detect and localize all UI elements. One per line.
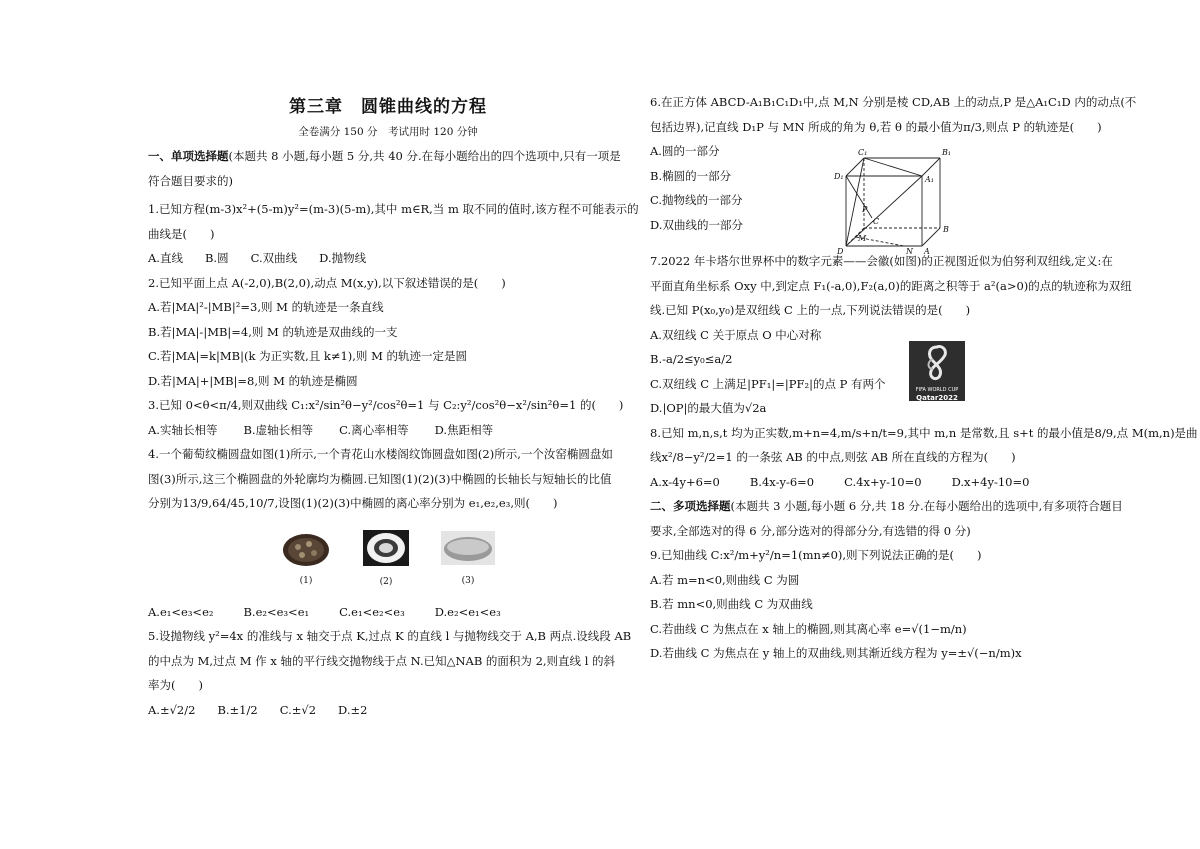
- q4-photo-1-label: (1): [299, 575, 313, 586]
- q6-line1: 6.在正方体 ABCD-A₁B₁C₁D₁中,点 M,N 分别是棱 CD,AB 上的动点,P 是△A₁C₁D 内的动点(不: [650, 95, 1137, 109]
- q6-option-b: B.椭圆的一部分: [650, 168, 732, 183]
- cube-label-m: M: [858, 234, 867, 243]
- q8-line2: 线x²/8−y²/2=1 的一条弦 AB 的中点,则弦 AB 所在直线的方程为( ): [650, 450, 1016, 464]
- q9-option-a: A.若 m=n<0,则曲线 C 为圆: [650, 572, 800, 587]
- section1-note-1: (本题共 8 小题,每小题 5 分,共 40 分.在每小题给出的四个选项中,只有一项是: [228, 149, 621, 163]
- q1-option-a: A.直线: [148, 251, 183, 265]
- q7-option-a: A.双纽线 C 关于原点 O 中心对称: [650, 327, 822, 342]
- q6-line2: 包括边界),记直线 D₁P 与 MN 所成的角为 θ,若 θ 的最小值为π/3,则点 P 的轨迹是( ): [650, 119, 1102, 134]
- q1-option-d: D.抛物线: [319, 251, 367, 265]
- q3-line1: 3.已知 0<θ<π/4,则双曲线 C₁:x²/sin²θ−y²/cos²θ=1 与 C₂:y²/cos²θ−x²/sin²θ=1 的( ): [148, 398, 624, 412]
- q4-options: [148, 600, 628, 625]
- q7-line1: 7.2022 年卡塔尔世界杯中的数字元素——会徽(如图)的正视图近似为伯努利双纽线,定义:在: [650, 254, 1113, 268]
- q9-line1: 9.已知曲线 C:x²/m+y²/n=1(mn≠0),则下列说法正确的是( ): [650, 548, 982, 562]
- q5-options: [148, 698, 628, 723]
- cube-label-n: N: [906, 247, 913, 256]
- cube-label-d1: D₁: [834, 172, 844, 181]
- q8-line1: 8.已知 m,n,s,t 均为正实数,m+n=4,m/s+n/t=9,其中 m,n 是常数,且 s+t 的最小值是8/9,点 M(m,n)是曲: [650, 425, 1198, 440]
- world-cup-logo: [909, 341, 965, 401]
- section2-note-2: 要求,全部选对的得 6 分,部分选对的得部分分,有选错的得 0 分): [650, 523, 971, 538]
- cube-label-c: C: [873, 217, 880, 226]
- q7-option-d: D.|OP|的最大值为√2a: [650, 401, 767, 415]
- exam-subtitle: 全卷满分 150 分 考试用时 120 分钟: [298, 126, 478, 138]
- q8-option-a: A.x-4y+6=0: [650, 474, 720, 489]
- q9-option-c: C.若曲线 C 为焦点在 x 轴上的椭圆,则其离心率 e=√(1−m/n): [650, 621, 967, 636]
- q4-photo-2: [363, 530, 409, 588]
- q4-photo-1: [281, 531, 331, 587]
- q7-option-c: C.双纽线 C 上满足|PF₁|=|PF₂|的点 P 有两个: [650, 376, 886, 391]
- q8-option-c: C.4x+y-10=0: [844, 474, 922, 489]
- q3-option-a: A.实轴长相等: [148, 422, 218, 437]
- q5-line1: 5.设抛物线 y²=4x 的准线与 x 轴交于点 K,过点 K 的直线 l 与抛物线交于 A,B 两点.设线段 AB: [148, 629, 632, 643]
- q8-options: [650, 470, 1130, 495]
- q6-option-c: C.抛物线的一部分: [650, 193, 743, 207]
- q4-photos: [148, 520, 628, 598]
- q4-option-d: D.e₂<e₁<e₃: [434, 604, 501, 619]
- q4-line1: 4.一个葡萄纹椭圆盘如图(1)所示,一个青花山水楼阁纹饰圆盘如图(2)所示,一个汝窑椭圆盘如: [148, 447, 613, 461]
- cube-label-a: A: [924, 247, 930, 256]
- cube-label-d: D: [837, 247, 844, 256]
- q5-option-c: C.±√2: [279, 702, 317, 717]
- blue-white-plate-image: [363, 530, 409, 576]
- q3-option-d: D.焦距相等: [434, 422, 494, 437]
- cube-label-c1: C₁: [858, 148, 868, 157]
- q4-line2: 图(3)所示,这三个椭圆盘的外轮廓均为椭圆.已知图(1)(2)(3)中椭圆的长轴长与短轴长的比值: [148, 471, 612, 486]
- q2-option-a: A.若|MA|²-|MB|²=3,则 M 的轨迹是一条直线: [148, 300, 384, 314]
- q4-option-b: B.e₂<e₃<e₁: [243, 604, 310, 619]
- logo-text-1: FIFA WORLD CUP: [915, 387, 959, 393]
- q2-line1: 2.已知平面上点 A(-2,0),B(2,0),动点 M(x,y),以下叙述错误的是( ): [148, 275, 506, 290]
- q7-option-b: B.-a/2≤y₀≤a/2: [650, 352, 733, 366]
- q2-option-c: C.若|MA|=k|MB|(k 为正实数,且 k≠1),则 M 的轨迹一定是圆: [148, 349, 468, 363]
- cube-label-b1: B₁: [942, 148, 952, 157]
- q6-option-d: D.双曲线的一部分: [650, 217, 743, 232]
- logo-text-2: Qatar2022: [916, 394, 958, 402]
- q4-option-c: C.e₁<e₂<e₃: [339, 604, 405, 619]
- q5-option-a: A.±√2/2: [148, 702, 196, 717]
- q5-line2: 的中点为 M,过点 M 作 x 轴的平行线交抛物线于点 N.已知△NAB 的面积为 2,则直线 l 的斜: [148, 653, 616, 668]
- q7-line3: 线.已知 P(x₀,y₀)是双纽线 C 上的一点,下列说法错误的是( ): [650, 303, 971, 317]
- section2-intro: [650, 494, 1130, 519]
- grape-plate-image: [281, 531, 331, 575]
- q2-option-d: D.若|MA|+|MB|=8,则 M 的轨迹是椭圆: [148, 373, 358, 388]
- section2-note-1: (本题共 3 小题,每小题 6 分,共 18 分.在每小题给出的选项中,有多项符合题目: [730, 499, 1123, 513]
- q1-line1: 1.已知方程(m-3)x²+(5-m)y²=(m-3)(5-m),其中 m∈R,当 m 取不同的值时,该方程不可能表示的: [148, 202, 639, 216]
- left-column: [148, 90, 639, 722]
- q9-option-b: B.若 mn<0,则曲线 C 为双曲线: [650, 597, 813, 611]
- section1-intro: [148, 144, 628, 169]
- q3-options: [148, 418, 628, 443]
- q3-option-b: B.虚轴长相等: [243, 422, 314, 437]
- q1-option-c: C.双曲线: [250, 251, 298, 265]
- ru-kiln-plate-image: [441, 531, 495, 575]
- q8-option-b: B.4x-y-6=0: [749, 474, 815, 489]
- q9-option-d: D.若曲线 C 为焦点在 y 轴上的双曲线,则其渐近线方程为 y=±√(−n/m)x: [650, 646, 1022, 660]
- q5-option-b: B.±1/2: [217, 702, 258, 717]
- section1-heading: 一、单项选择题: [148, 149, 229, 163]
- q1-line2: 曲线是( ): [148, 226, 215, 241]
- section1-note-2: 符合题目要求的): [148, 173, 233, 188]
- q4-option-a: A.e₁<e₃<e₂: [148, 604, 214, 619]
- chapter-title: 第三章 圆锥曲线的方程: [289, 97, 487, 117]
- q4-line3: 分别为13/9,64/45,10/7,设图(1)(2)(3)中椭圆的离心率分别为 e₁,e₂,e₃,则( ): [148, 496, 558, 510]
- q5-option-d: D.±2: [338, 702, 368, 717]
- q2-option-b: B.若|MA|-|MB|=4,则 M 的轨迹是双曲线的一支: [148, 324, 398, 339]
- bernoulli-lemniscate-emblem: [909, 341, 965, 383]
- q5-line3: 率为( ): [148, 678, 203, 692]
- cube-label-a1: A₁: [925, 175, 934, 184]
- q4-photo-2-label: (2): [379, 576, 393, 587]
- q3-option-c: C.离心率相等: [339, 422, 409, 437]
- q4-photo-3-label: (3): [461, 575, 475, 586]
- q1-options: [148, 246, 628, 271]
- cube-label-p: P: [862, 205, 868, 214]
- q7-line2: 平面直角坐标系 Oxy 中,到定点 F₁(-a,0),F₂(a,0)的距离之积等于 a²(a>0)的点的轨迹称为双纽: [650, 278, 1132, 293]
- q1-option-b: B.圆: [204, 251, 229, 265]
- q6-option-a: A.圆的一部分: [650, 144, 720, 158]
- q8-option-d: D.x+4y-10=0: [951, 474, 1030, 489]
- cube-label-b: B: [943, 225, 949, 234]
- q4-photo-3: [441, 531, 495, 587]
- section2-heading: 二、多项选择题: [650, 499, 731, 513]
- cube-figure: [832, 146, 962, 258]
